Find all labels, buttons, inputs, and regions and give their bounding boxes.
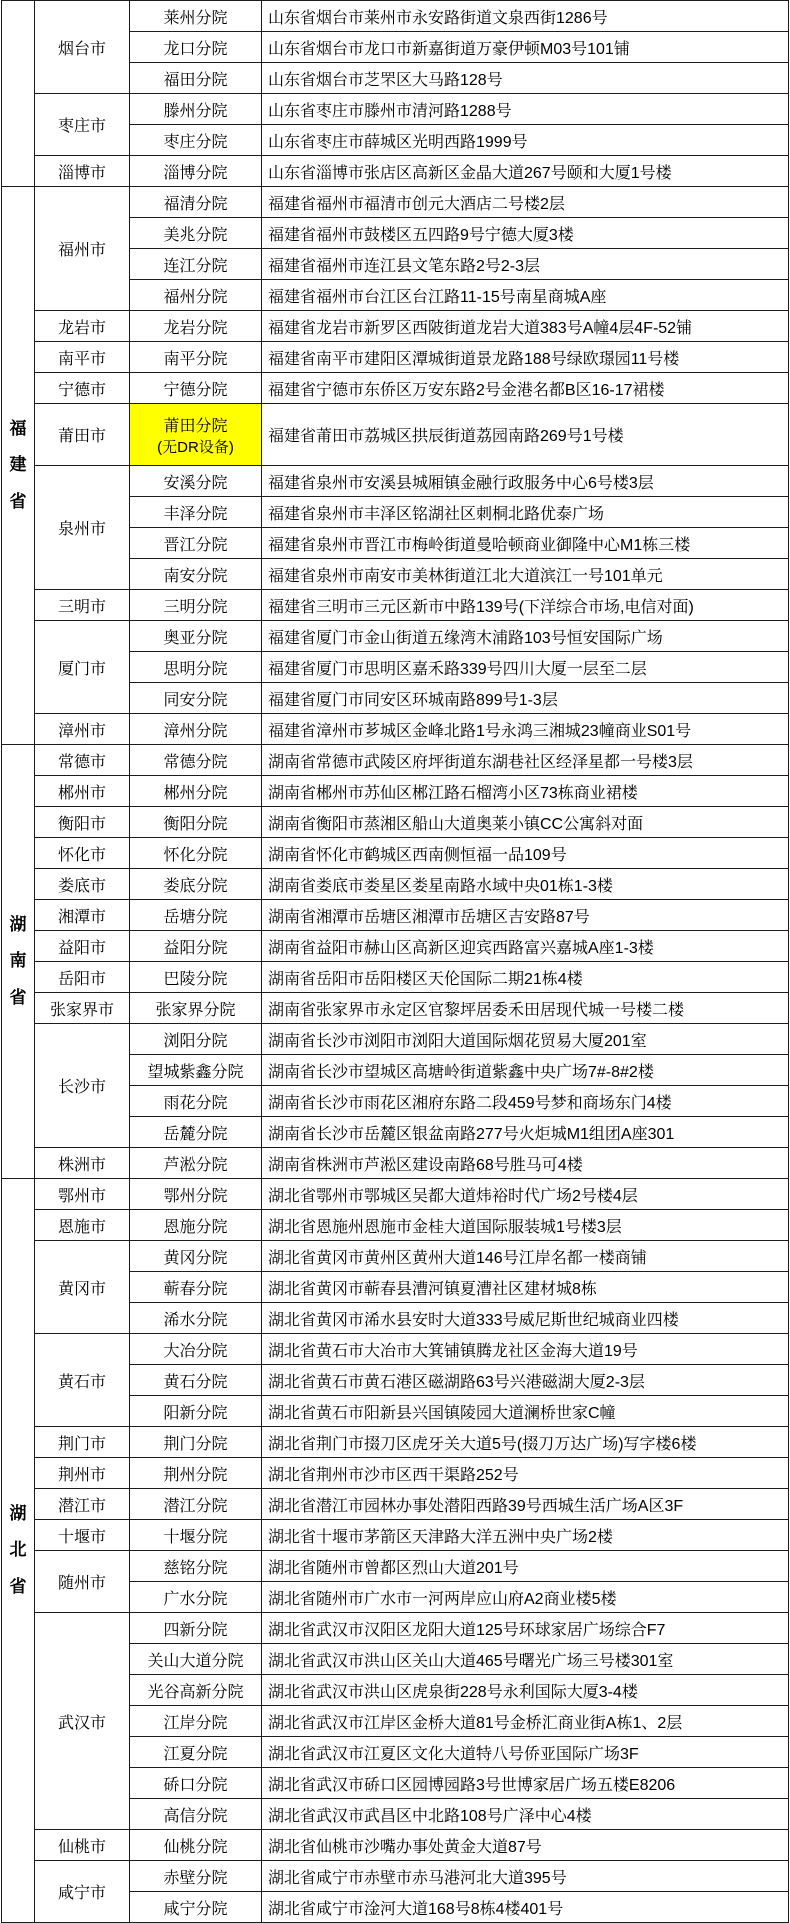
- branch-cell: [130, 590, 262, 621]
- table-row: [2, 1551, 789, 1582]
- branch-name: 枣庄分院: [163, 133, 228, 151]
- branch-cell: [130, 559, 262, 590]
- address-cell: 湖南省长沙市望城区高塘岭街道紫鑫中央广场7#-8#2楼: [262, 1055, 789, 1086]
- table-row: [2, 962, 789, 993]
- table-row: [2, 1520, 789, 1551]
- branch-name: 赤壁分院: [163, 1869, 228, 1887]
- address-cell: 湖北省黄石市大冶市大箕铺镇腾龙社区金海大道19号: [262, 1334, 789, 1365]
- branch-name: 龙岩分院: [163, 319, 228, 337]
- address-cell: 湖北省随州市曾都区烈山大道201号: [262, 1551, 789, 1582]
- address-cell: 湖北省黄冈市蕲春县漕河镇夏漕社区建材城8栋: [262, 1272, 789, 1303]
- city-cell: 常德市: [35, 745, 130, 776]
- city-cell: 宁德市: [35, 373, 130, 404]
- branch-name: 岳塘分院: [163, 908, 228, 926]
- table-row: [2, 1427, 789, 1458]
- branch-name: 三明分院: [163, 598, 228, 616]
- branch-cell: [130, 714, 262, 745]
- branch-cell: [130, 373, 262, 404]
- branch-name: 恩施分院: [163, 1218, 228, 1236]
- branch-name: 荆门分院: [163, 1435, 228, 1453]
- branch-name: 浏阳分院: [163, 1032, 228, 1050]
- address-cell: 湖北省鄂州市鄂城区吴都大道炜裕时代广场2号楼4层: [262, 1179, 789, 1210]
- branch-name: 漳州分院: [163, 722, 228, 740]
- branch-cell: [130, 621, 262, 652]
- table-row: [2, 94, 789, 125]
- address-cell: 湖南省湘潭市岳塘区湘潭市岳塘区吉安路87号: [262, 900, 789, 931]
- address-cell: 湖北省武汉市洪山区虎泉街228号永利国际大厦3-4楼: [262, 1675, 789, 1706]
- city-cell: 福州市: [35, 187, 130, 311]
- branch-name: 福州分院: [163, 288, 228, 306]
- table-row: [2, 900, 789, 931]
- branch-cell: [130, 1489, 262, 1520]
- branch-cell: [130, 869, 262, 900]
- address-cell: 福建省泉州市南安市美林街道江北大道滨江一号101单元: [262, 559, 789, 590]
- branch-name: 咸宁分院: [163, 1900, 228, 1918]
- branch-name: 十堰分院: [163, 1528, 228, 1546]
- table-row: [2, 156, 789, 187]
- branch-cell: [130, 776, 262, 807]
- table-row: [2, 466, 789, 497]
- branch-cell: [130, 1613, 262, 1644]
- branch-cell: [130, 528, 262, 559]
- branch-name: 宁德分院: [163, 381, 228, 399]
- address-cell: 湖北省荆州市沙市区西干渠路252号: [262, 1458, 789, 1489]
- address-cell: 湖北省黄石市阳新县兴国镇陵园大道澜桥世家C幢: [262, 1396, 789, 1427]
- branch-name: 南平分院: [163, 350, 228, 368]
- address-cell: 湖北省潜江市园林办事处潜阳西路39号西城生活广场A区3F: [262, 1489, 789, 1520]
- branch-cell: [130, 1241, 262, 1272]
- table-row: [2, 1210, 789, 1241]
- table-row: [2, 1024, 789, 1055]
- table-row: [2, 621, 789, 652]
- branch-cell: [130, 63, 262, 94]
- branch-cell: [130, 311, 262, 342]
- branch-cell: [130, 1551, 262, 1582]
- branch-name: 娄底分院: [163, 877, 228, 895]
- table-row: [2, 590, 789, 621]
- table-row: [2, 1458, 789, 1489]
- branch-name: 淄博分院: [163, 164, 228, 182]
- city-cell: 十堰市: [35, 1520, 130, 1551]
- address-cell: 湖北省仙桃市沙嘴办事处黄金大道87号: [262, 1830, 789, 1861]
- city-cell: 衡阳市: [35, 807, 130, 838]
- branch-name: 丰泽分院: [163, 505, 228, 523]
- branch-name: 大冶分院: [163, 1342, 228, 1360]
- branch-name: 莆田分院: [163, 417, 228, 435]
- city-cell: 泉州市: [35, 466, 130, 590]
- branch-cell: [130, 1582, 262, 1613]
- address-cell: 山东省枣庄市薛城区光明西路1999号: [262, 125, 789, 156]
- branch-name: 安溪分院: [163, 474, 228, 492]
- address-cell: 湖南省常德市武陵区府坪街道东湖巷社区经泽星都一号楼3层: [262, 745, 789, 776]
- table-row: [2, 1830, 789, 1861]
- address-cell: 湖南省长沙市岳麓区银盆南路277号火炬城M1组团A座301: [262, 1117, 789, 1148]
- branch-cell: [130, 1, 262, 32]
- branch-name: 芦淞分院: [163, 1156, 228, 1174]
- address-cell: 湖北省恩施州恩施市金桂大道国际服装城1号楼3层: [262, 1210, 789, 1241]
- address-cell: 福建省福州市鼓楼区五四路9号宁德大厦3楼: [262, 218, 789, 249]
- branch-name: 郴州分院: [163, 784, 228, 802]
- branch-cell: [130, 280, 262, 311]
- table-row: [2, 187, 789, 218]
- address-cell: 湖北省武汉市江夏区文化大道特八号侨亚国际广场3F: [262, 1737, 789, 1768]
- address-cell: 湖北省武汉市洪山区关山大道465号曙光广场三号楼301室: [262, 1644, 789, 1675]
- address-cell: 福建省福州市福清市创元大酒店二号楼2层: [262, 187, 789, 218]
- table-row: [2, 1148, 789, 1179]
- branch-cell: [130, 187, 262, 218]
- address-cell: 湖南省长沙市浏阳市浏阳大道国际烟花贸易大厦201室: [262, 1024, 789, 1055]
- address-cell: 湖北省武汉市武昌区中北路108号广泽中心4楼: [262, 1799, 789, 1830]
- city-cell: 黄石市: [35, 1334, 130, 1427]
- address-cell: 湖北省十堰市茅箭区天津路大洋五洲中央广场2楼: [262, 1520, 789, 1551]
- branch-name: 雨花分院: [163, 1094, 228, 1112]
- branch-name: 广水分院: [163, 1590, 228, 1608]
- address-cell: 湖南省岳阳市岳阳楼区天伦国际二期21栋4楼: [262, 962, 789, 993]
- city-cell: 潜江市: [35, 1489, 130, 1520]
- branch-cell: [130, 1148, 262, 1179]
- address-cell: 湖南省株洲市芦淞区建设南路68号胜马可4楼: [262, 1148, 789, 1179]
- table-row: [2, 1334, 789, 1365]
- branch-cell: [130, 1055, 262, 1086]
- table-row: [2, 1179, 789, 1210]
- city-cell: 咸宁市: [35, 1861, 130, 1923]
- table-row: [2, 745, 789, 776]
- branch-cell: [130, 1799, 262, 1830]
- address-cell: 福建省南平市建阳区潭城街道景龙路188号绿欧璟园11号楼: [262, 342, 789, 373]
- branch-name: 江夏分院: [163, 1745, 228, 1763]
- branch-name: 蕲春分院: [163, 1280, 228, 1298]
- branch-name: 常德分院: [163, 753, 228, 771]
- branch-name: 龙口分院: [163, 40, 228, 58]
- city-cell: 厦门市: [35, 621, 130, 714]
- table-row: [2, 1, 789, 32]
- city-cell: 南平市: [35, 342, 130, 373]
- table-row: [2, 807, 789, 838]
- branch-name: 浠水分院: [163, 1311, 228, 1329]
- city-cell: 恩施市: [35, 1210, 130, 1241]
- city-cell: 武汉市: [35, 1613, 130, 1830]
- address-cell: 山东省烟台市芝罘区大马路128号: [262, 63, 789, 94]
- branch-cell: [130, 807, 262, 838]
- address-cell: 福建省宁德市东侨区万安东路2号金港名都B区16-17裙楼: [262, 373, 789, 404]
- branch-cell: [130, 1179, 262, 1210]
- address-cell: 山东省烟台市莱州市永安路街道文泉西街1286号: [262, 1, 789, 32]
- city-cell: 湘潭市: [35, 900, 130, 931]
- branch-cell: [130, 1675, 262, 1706]
- branch-name: 益阳分院: [163, 939, 228, 957]
- city-cell: 龙岩市: [35, 311, 130, 342]
- address-cell: 湖南省怀化市鹤城区西南侧恒福一品109号: [262, 838, 789, 869]
- branch-cell: [130, 1334, 262, 1365]
- city-cell: 株洲市: [35, 1148, 130, 1179]
- branch-name: 高信分院: [163, 1807, 228, 1825]
- address-cell: 湖北省咸宁市赤壁市赤马港河北大道395号: [262, 1861, 789, 1892]
- table-row: [2, 1613, 789, 1644]
- branch-cell: [130, 652, 262, 683]
- city-cell: 郴州市: [35, 776, 130, 807]
- branch-name: 荆州分院: [163, 1466, 228, 1484]
- branch-name: 莱州分院: [163, 9, 228, 27]
- table-row: [2, 311, 789, 342]
- city-cell: 鄂州市: [35, 1179, 130, 1210]
- branch-cell: [130, 1644, 262, 1675]
- branch-name: 关山大道分院: [147, 1652, 244, 1670]
- address-cell: 福建省漳州市芗城区金峰北路1号永鸿三湘城23幢商业S01号: [262, 714, 789, 745]
- address-cell: 湖北省武汉市汉阳区龙阳大道125号环球家居广场综合F7: [262, 1613, 789, 1644]
- address-cell: 湖北省武汉市硚口区园博园路3号世博家居广场五楼E8206: [262, 1768, 789, 1799]
- city-cell: 益阳市: [35, 931, 130, 962]
- address-cell: 湖北省黄冈市黄州区黄州大道146号江岸名都一楼商铺: [262, 1241, 789, 1272]
- city-cell: 漳州市: [35, 714, 130, 745]
- branch-cell: [130, 1520, 262, 1551]
- address-cell: 福建省泉州市丰泽区铭湖社区刺桐北路优泰广场: [262, 497, 789, 528]
- branch-name: 岳麓分院: [163, 1125, 228, 1143]
- branch-cell: [130, 683, 262, 714]
- branch-cell: [130, 1365, 262, 1396]
- table-row: [2, 342, 789, 373]
- address-cell: 湖南省郴州市苏仙区郴江路石榴湾小区73栋商业裙楼: [262, 776, 789, 807]
- address-cell: 湖南省长沙市雨花区湘府东路二段459号梦和商场东门4楼: [262, 1086, 789, 1117]
- branch-name: 滕州分院: [163, 102, 228, 120]
- branch-cell: [130, 497, 262, 528]
- branch-name: 张家界分院: [155, 1001, 236, 1019]
- branch-cell: [130, 1458, 262, 1489]
- branch-cell: [130, 1427, 262, 1458]
- branch-cell: [130, 1892, 262, 1923]
- branch-name: 福清分院: [163, 195, 228, 213]
- branch-cell: [130, 156, 262, 187]
- city-cell: 荆门市: [35, 1427, 130, 1458]
- branch-cell: [130, 1706, 262, 1737]
- address-cell: 湖南省张家界市永定区官黎坪居委禾田居现代城一号楼二楼: [262, 993, 789, 1024]
- city-cell: 仙桃市: [35, 1830, 130, 1861]
- branch-name: 阳新分院: [163, 1404, 228, 1422]
- address-cell: 福建省三明市三元区新市中路139号(下洋综合市场,电信对面): [262, 590, 789, 621]
- city-cell: 张家界市: [35, 993, 130, 1024]
- branch-name: 晋江分院: [163, 536, 228, 554]
- branch-name: 怀化分院: [163, 846, 228, 864]
- city-cell: 黄冈市: [35, 1241, 130, 1334]
- branch-cell: [130, 94, 262, 125]
- address-cell: 福建省福州市台江区台江路11-15号南星商城A座: [262, 280, 789, 311]
- branch-cell: [130, 1303, 262, 1334]
- city-cell: 三明市: [35, 590, 130, 621]
- table-row: [2, 404, 789, 466]
- address-cell: 福建省龙岩市新罗区西陂街道龙岩大道383号A幢4层4F-52铺: [262, 311, 789, 342]
- address-cell: 福建省厦门市同安区环城南路899号1-3层: [262, 683, 789, 714]
- branch-name: 望城紫鑫分院: [147, 1063, 244, 1081]
- branch-cell: [130, 745, 262, 776]
- branch-cell: [130, 125, 262, 156]
- branch-name: 江岸分院: [163, 1714, 228, 1732]
- province-cell: 湖南省: [2, 745, 35, 1179]
- branch-cell: [130, 404, 262, 466]
- branch-name: 巴陵分院: [163, 970, 228, 988]
- branch-cell: [130, 1830, 262, 1861]
- address-cell: 湖南省衡阳市蒸湘区船山大道奥莱小镇CC公寓斜对面: [262, 807, 789, 838]
- branch-cell: [130, 1086, 262, 1117]
- table-row: [2, 931, 789, 962]
- city-cell: 枣庄市: [35, 94, 130, 156]
- branch-note: (无DR设备): [157, 438, 234, 456]
- table-row: [2, 838, 789, 869]
- branch-cell: [130, 32, 262, 63]
- table-row: [2, 1489, 789, 1520]
- city-cell: 怀化市: [35, 838, 130, 869]
- branch-cell: [130, 838, 262, 869]
- branch-name: 连江分院: [163, 257, 228, 275]
- address-cell: 湖北省黄冈市浠水县安时大道333号威尼斯世纪城商业四楼: [262, 1303, 789, 1334]
- address-cell: 湖北省随州市广水市一河两岸应山府A2商业楼5楼: [262, 1582, 789, 1613]
- address-cell: 福建省福州市连江县文笔东路2号2-3层: [262, 249, 789, 280]
- address-cell: 湖北省武汉市江岸区金桥大道81号金桥汇商业街A栋1、2层: [262, 1706, 789, 1737]
- branch-cell: [130, 1117, 262, 1148]
- branch-name: 南安分院: [163, 567, 228, 585]
- address-cell: 福建省厦门市金山街道五缘湾木浦路103号恒安国际广场: [262, 621, 789, 652]
- branch-cell: [130, 1737, 262, 1768]
- table-row: [2, 1861, 789, 1892]
- branch-name: 黄冈分院: [163, 1249, 228, 1267]
- branch-cell: [130, 1210, 262, 1241]
- branch-name: 鄂州分院: [163, 1187, 228, 1205]
- city-cell: 娄底市: [35, 869, 130, 900]
- address-cell: 湖南省娄底市娄星区娄星南路水域中央01栋1-3楼: [262, 869, 789, 900]
- address-cell: 山东省枣庄市滕州市清河路1288号: [262, 94, 789, 125]
- table-row: [2, 1241, 789, 1272]
- branch-name: 奥亚分院: [163, 629, 228, 647]
- city-cell: 淄博市: [35, 156, 130, 187]
- branch-cell: [130, 1768, 262, 1799]
- branch-cell: [130, 1272, 262, 1303]
- city-cell: 莆田市: [35, 404, 130, 466]
- address-cell: 湖北省咸宁市淦河大道168号8栋4楼401号: [262, 1892, 789, 1923]
- address-cell: 福建省泉州市晋江市梅岭街道曼哈顿商业御隆中心M1栋三楼: [262, 528, 789, 559]
- branch-cell: [130, 218, 262, 249]
- branch-cell: [130, 1861, 262, 1892]
- city-cell: 烟台市: [35, 1, 130, 94]
- address-cell: 山东省淄博市张店区高新区金晶大道267号颐和大厦1号楼: [262, 156, 789, 187]
- branch-name: 硚口分院: [163, 1776, 228, 1794]
- branch-cell: [130, 342, 262, 373]
- branch-name: 四新分院: [163, 1621, 228, 1639]
- branch-name: 光谷高新分院: [147, 1683, 244, 1701]
- city-cell: 长沙市: [35, 1024, 130, 1148]
- branch-cell: [130, 466, 262, 497]
- clinic-table-body: [2, 1, 789, 1923]
- branch-cell: [130, 962, 262, 993]
- branch-name: 同安分院: [163, 691, 228, 709]
- city-cell: 岳阳市: [35, 962, 130, 993]
- address-cell: 福建省莆田市荔城区拱辰街道荔园南路269号1号楼: [262, 404, 789, 466]
- table-row: [2, 993, 789, 1024]
- address-cell: 山东省烟台市龙口市新嘉街道万豪伊顿M03号101铺: [262, 32, 789, 63]
- branch-cell: [130, 249, 262, 280]
- branch-name: 福田分院: [163, 71, 228, 89]
- branch-cell: [130, 1396, 262, 1427]
- branch-cell: [130, 900, 262, 931]
- branch-name: 潜江分院: [163, 1497, 228, 1515]
- address-cell: 福建省泉州市安溪县城厢镇金融行政服务中心6号楼3层: [262, 466, 789, 497]
- branch-cell: [130, 931, 262, 962]
- branch-cell: [130, 993, 262, 1024]
- province-cell: [2, 1, 35, 187]
- table-row: [2, 776, 789, 807]
- address-cell: 湖南省益阳市赫山区高新区迎宾西路富兴嘉城A座1-3楼: [262, 931, 789, 962]
- branch-name: 思明分院: [163, 660, 228, 678]
- clinic-locations-table: [1, 0, 789, 1923]
- address-cell: 湖北省黄石市黄石港区磁湖路63号兴港磁湖大厦2-3层: [262, 1365, 789, 1396]
- branch-cell: [130, 1024, 262, 1055]
- table-row: [2, 714, 789, 745]
- branch-name: 衡阳分院: [163, 815, 228, 833]
- branch-name: 仙桃分院: [163, 1838, 228, 1856]
- branch-name: 黄石分院: [163, 1373, 228, 1391]
- address-cell: 湖北省荆门市掇刀区虎牙关大道5号(掇刀万达广场)写字楼6楼: [262, 1427, 789, 1458]
- city-cell: 荆州市: [35, 1458, 130, 1489]
- province-cell: 福建省: [2, 187, 35, 745]
- address-cell: 福建省厦门市思明区嘉禾路339号四川大厦一层至二层: [262, 652, 789, 683]
- table-row: [2, 869, 789, 900]
- branch-name: 慈铭分院: [163, 1559, 228, 1577]
- branch-name: 美兆分院: [163, 226, 228, 244]
- city-cell: 随州市: [35, 1551, 130, 1613]
- province-cell: 湖北省: [2, 1179, 35, 1923]
- table-row: [2, 373, 789, 404]
